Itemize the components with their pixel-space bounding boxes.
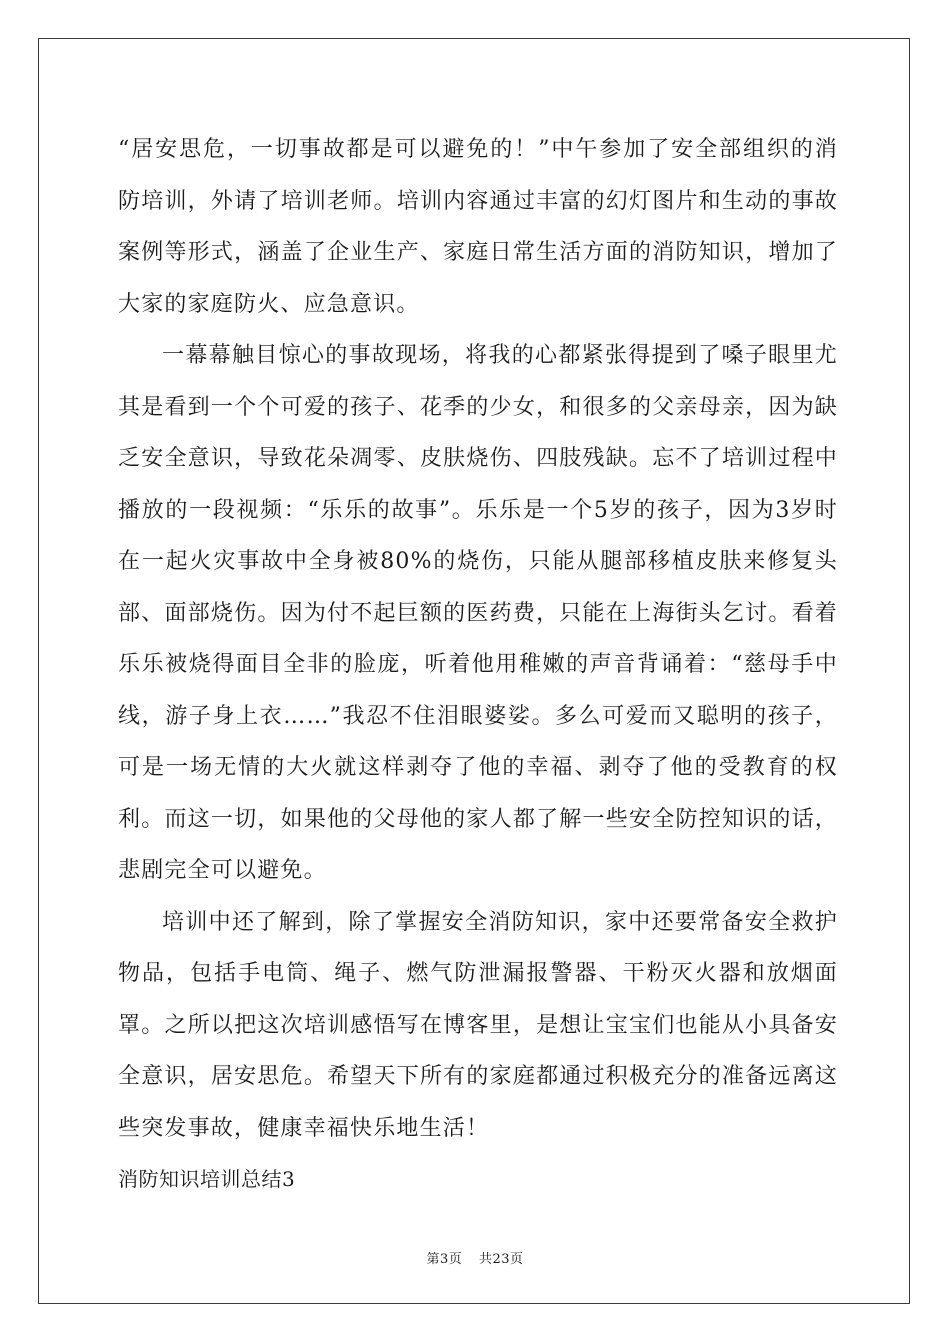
page-number: 第3页 bbox=[426, 1252, 463, 1267]
document-body bbox=[118, 124, 838, 1206]
page-total: 共23页 bbox=[478, 1252, 524, 1267]
section-heading: 消防知识培训总结3 bbox=[118, 1167, 296, 1191]
paragraph-story: 一幕幕触目惊心的事故现场，将我的心都紧张得提到了嗓子眼里尤其是看到一个个可爱的孩子、花季的少女，和很多的父亲母亲，因为缺乏安全意识，导致花朵凋零、皮肤烧伤、四肢残缺。忘不了培训过程中播放的一段视频：“乐乐的故事”。乐乐是一个5岁的孩子，因为3岁时在一起火灾事故中全身被80%的烧伤，只能从腿部移植皮肤来修复头部、面部烧伤。因为付不起巨额的医药费，只能在上海街头乞讨。看着乐乐被烧得面目全非的脸庞，听着他用稚嫩的声音背诵着：“慈母手中线，游子身上衣……”我忍不住泪眼婆娑。多么可爱而又聪明的孩子，可是一场无情的大火就这样剥夺了他的幸福、剥夺了他的受教育的权利。而这一切，如果他的父母他的家人都了解一些安全防控知识的话，悲剧完全可以避免。 bbox=[118, 343, 838, 883]
paragraph-intro: “居安思危，一切事故都是可以避免的！”中午参加了安全部组织的消防培训，外请了培训老师。培训内容通过丰富的幻灯图片和生动的事故案例等形式，涵盖了企业生产、家庭日常生活方面的消防知识，增加了大家的家庭防火、应急意识。 bbox=[118, 137, 838, 317]
page-footer bbox=[0, 1248, 950, 1267]
paragraph-conclusion: 培训中还了解到，除了掌握安全消防知识，家中还要常备安全救护物品，包括手电筒、绳子、燃气防泄漏报警器、干粉灭火器和放烟面罩。之所以把这次培训感悟写在博客里，是想让宝宝们也能从小具备安全意识，居安思危。希望天下所有的家庭都通过积极充分的准备远离这些突发事故，健康幸福快乐地生活！ bbox=[118, 909, 838, 1141]
